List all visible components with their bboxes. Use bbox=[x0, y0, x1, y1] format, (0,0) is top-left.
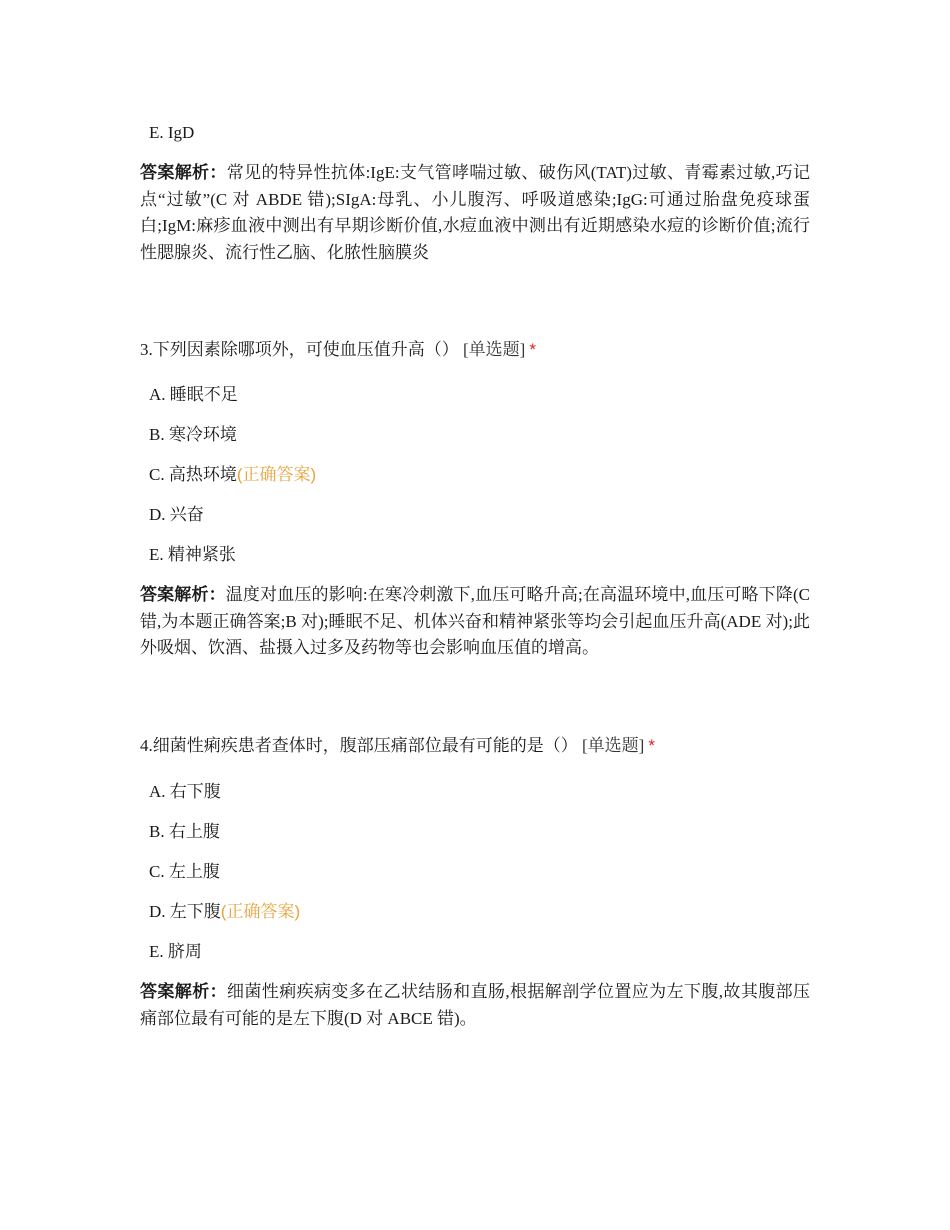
option-text: 左下腹 bbox=[169, 902, 221, 921]
option-text: 右上腹 bbox=[168, 822, 220, 841]
option-letter: E. bbox=[149, 123, 164, 142]
required-mark: * bbox=[648, 736, 655, 755]
answer-analysis bbox=[140, 979, 810, 1032]
option-text: 左上腹 bbox=[168, 862, 220, 881]
option-text: 高热环境 bbox=[168, 465, 237, 484]
option-c bbox=[149, 464, 316, 486]
analysis-text: 常见的特异性抗体:IgE:支气管哮喘过敏、破伤风(TAT)过敏、青霉素过敏,巧记点“过敏”(C 对 ABDE 错);SIgA:母乳、小儿腹泻、呼吸道感染;IgG:可通过胎盘免疫球蛋白;IgM:麻疹血液中测出有早期诊断价值,水痘血液中测出有近期感染水痘的诊断价值;流行性腮腺炎、流行性乙脑、化脓性脑膜炎 bbox=[140, 163, 810, 262]
option-letter: A. bbox=[149, 782, 166, 801]
option-letter: A. bbox=[149, 385, 166, 404]
option-text: 寒冷环境 bbox=[168, 425, 237, 444]
option-letter: E. bbox=[149, 942, 164, 961]
required-mark: * bbox=[529, 340, 536, 359]
correct-answer-tag: (正确答案) bbox=[236, 465, 317, 484]
answer-analysis bbox=[140, 582, 810, 662]
option-d bbox=[149, 901, 300, 923]
question-text: 3.下列因素除哪项外，可使血压值升高（） bbox=[140, 340, 459, 359]
option-e bbox=[149, 122, 194, 144]
option-letter: B. bbox=[149, 425, 165, 444]
option-text: 兴奋 bbox=[169, 505, 204, 524]
option-b bbox=[149, 821, 220, 843]
analysis-label: 答案解析： bbox=[140, 163, 227, 182]
option-text: IgD bbox=[167, 123, 195, 142]
question-title bbox=[140, 339, 536, 361]
question-type: [单选题] bbox=[582, 736, 645, 755]
analysis-text: 细菌性痢疾病变多在乙状结肠和直肠,根据解剖学位置应为左下腹,故其腹部压痛部位最有可能的是左下腹(D 对 ABCE 错)。 bbox=[140, 982, 811, 1028]
option-letter: D. bbox=[149, 902, 166, 921]
option-letter: E. bbox=[149, 545, 164, 564]
analysis-text: 温度对血压的影响:在寒冷刺激下,血压可略升高;在高温环境中,血压可略下降(C 错,为本题正确答案;B 对);睡眠不足、机体兴奋和精神紧张等均会引起血压升高(ADE 对);此外吸烟、饮酒、盐摄入过多及药物等也会影响血压值的增高。 bbox=[140, 585, 811, 657]
analysis-label: 答案解析： bbox=[140, 585, 226, 604]
option-e bbox=[149, 941, 202, 963]
option-text: 右下腹 bbox=[169, 782, 221, 801]
answer-analysis bbox=[140, 160, 810, 266]
question-text: 4.细菌性痢疾患者查体时，腹部压痛部位最有可能的是（） bbox=[140, 736, 578, 755]
option-letter: B. bbox=[149, 822, 165, 841]
question-title bbox=[140, 735, 655, 757]
option-d bbox=[149, 504, 204, 526]
option-letter: C. bbox=[149, 465, 165, 484]
option-text: 精神紧张 bbox=[167, 545, 236, 564]
option-a bbox=[149, 384, 238, 406]
option-b bbox=[149, 424, 237, 446]
option-a bbox=[149, 781, 221, 803]
option-letter: D. bbox=[149, 505, 166, 524]
option-c bbox=[149, 861, 220, 883]
option-text: 脐周 bbox=[167, 942, 202, 961]
question-type: [单选题] bbox=[463, 340, 526, 359]
option-text: 睡眠不足 bbox=[169, 385, 238, 404]
correct-answer-tag: (正确答案) bbox=[220, 902, 301, 921]
analysis-label: 答案解析： bbox=[140, 982, 227, 1001]
option-e bbox=[149, 544, 236, 566]
option-letter: C. bbox=[149, 862, 165, 881]
